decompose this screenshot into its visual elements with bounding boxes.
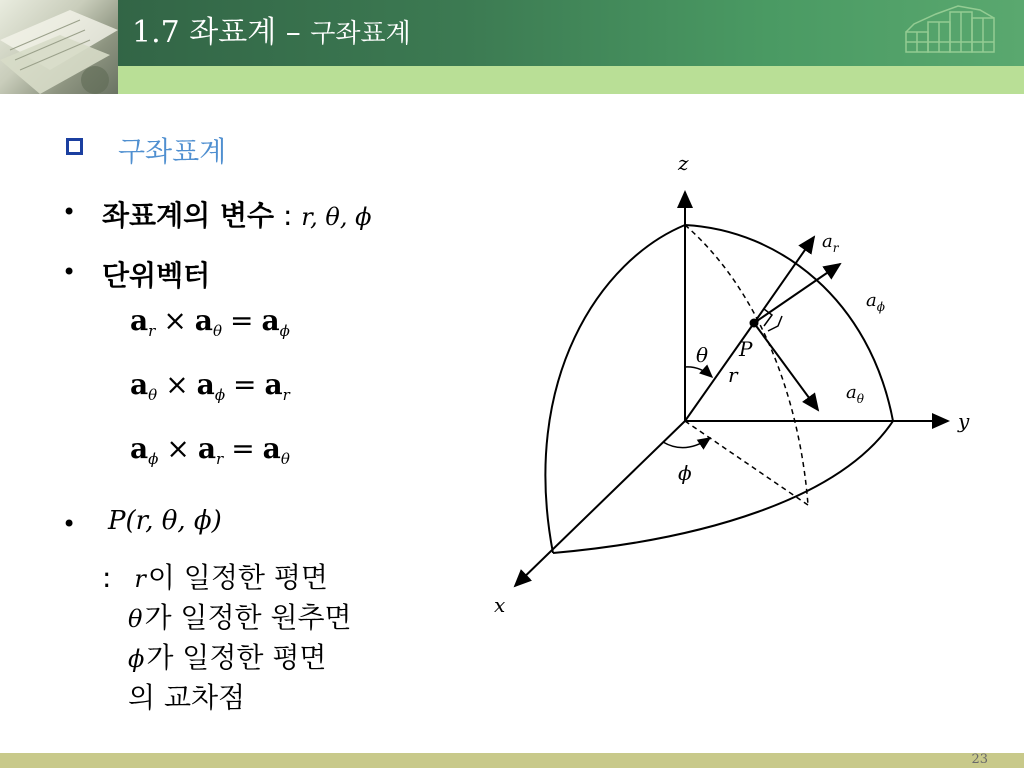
description-line-1 — [102, 556, 328, 596]
point-coordinates: P(r, θ, ϕ) — [108, 506, 222, 536]
eq3-equals: = — [231, 432, 255, 465]
bullet-variables-colon: : — [274, 199, 302, 232]
eq1-result-sub: ϕ — [279, 322, 290, 340]
section-title: 구좌표계 — [118, 135, 227, 168]
projection-dashed — [685, 421, 808, 505]
bullet-dot-icon: • — [62, 198, 77, 226]
atheta-vector — [754, 323, 818, 410]
description-line-4: 의 교차점 — [128, 681, 246, 714]
spherical-coordinate-diagram — [480, 140, 1000, 630]
eq2-equals: = — [233, 368, 257, 401]
bullet-dot-icon: • — [62, 510, 77, 538]
description-text-3: 가 일정한 평면 — [146, 641, 327, 674]
description-text-2: 가 일정한 원추면 — [144, 601, 352, 634]
eq1-result: a — [261, 304, 280, 337]
eq2-lhs-sub: θ — [148, 386, 158, 404]
atheta-label: $a_\theta$ — [846, 382, 864, 406]
eq2-rhs: a — [196, 368, 215, 401]
equation-3 — [130, 432, 290, 468]
eq3-rhs-sub: r — [216, 450, 224, 468]
bullet-unit-vectors-label: 단위벡터 — [102, 259, 211, 292]
eq2-result-sub: r — [282, 386, 290, 404]
corner-photo-decoration — [0, 0, 118, 94]
theta-arc — [685, 367, 712, 377]
building-blocks-icon — [896, 4, 1006, 66]
eq2-result: a — [264, 368, 283, 401]
eq1-equals: = — [229, 304, 254, 337]
eq2-rhs-sub: ϕ — [214, 386, 226, 404]
description-var-r: r — [134, 565, 146, 593]
eq1-cross: × — [163, 304, 187, 337]
ar-label: $a_r$ — [822, 231, 839, 255]
footer-bar — [0, 753, 1024, 768]
bullet-dot-icon: • — [62, 258, 77, 286]
description-var-phi: ϕ — [128, 645, 145, 673]
p-label: P — [739, 337, 753, 361]
description-line-3 — [128, 636, 326, 676]
eq2-lhs: a — [130, 368, 149, 401]
eq3-lhs: a — [130, 432, 149, 465]
eq2-cross: × — [165, 368, 189, 401]
eq3-cross: × — [166, 432, 190, 465]
page-title — [132, 10, 411, 56]
sphere-outline — [553, 421, 893, 553]
title-sub: 구좌표계 — [310, 19, 411, 49]
axis-z-label: z — [678, 151, 689, 175]
bullet-variables-values: r, θ, ϕ — [301, 203, 372, 231]
axis-x-label: x — [494, 593, 506, 617]
eq1-lhs-sub: r — [148, 322, 156, 340]
equation-1 — [130, 304, 290, 340]
eq3-rhs: a — [197, 432, 217, 465]
ar-vector — [754, 237, 814, 323]
phi-label: ϕ — [678, 461, 692, 485]
eq1-rhs: a — [194, 304, 213, 337]
description-var-theta: θ — [128, 605, 143, 633]
title-bar-strip — [0, 66, 1024, 94]
x-axis — [515, 421, 685, 586]
sphere-outline — [545, 225, 685, 553]
bullet-variables — [102, 194, 371, 234]
description-line-2 — [128, 596, 352, 636]
axis-y-label: y — [958, 409, 970, 433]
theta-label: θ — [696, 343, 709, 367]
phi-arc — [663, 438, 710, 448]
eq3-result: a — [262, 432, 281, 465]
aphi-vector — [754, 264, 840, 323]
equation-2 — [130, 368, 290, 404]
bullet-variables-label: 좌표계의 변수 — [102, 199, 275, 232]
page-number: 23 — [971, 752, 988, 767]
r-label: r — [728, 363, 738, 387]
section-checkbox-icon — [66, 138, 83, 155]
title-main: 1.7 좌표계 – — [132, 15, 311, 50]
aphi-label: $a_\phi$ — [866, 290, 885, 314]
eq3-result-sub: θ — [280, 450, 290, 468]
description-text-1: 이 일정한 평면 — [147, 561, 328, 594]
description-colon: : — [102, 561, 112, 594]
eq1-lhs: a — [130, 304, 149, 337]
eq3-lhs-sub: ϕ — [148, 450, 159, 468]
eq1-rhs-sub: θ — [212, 322, 222, 340]
